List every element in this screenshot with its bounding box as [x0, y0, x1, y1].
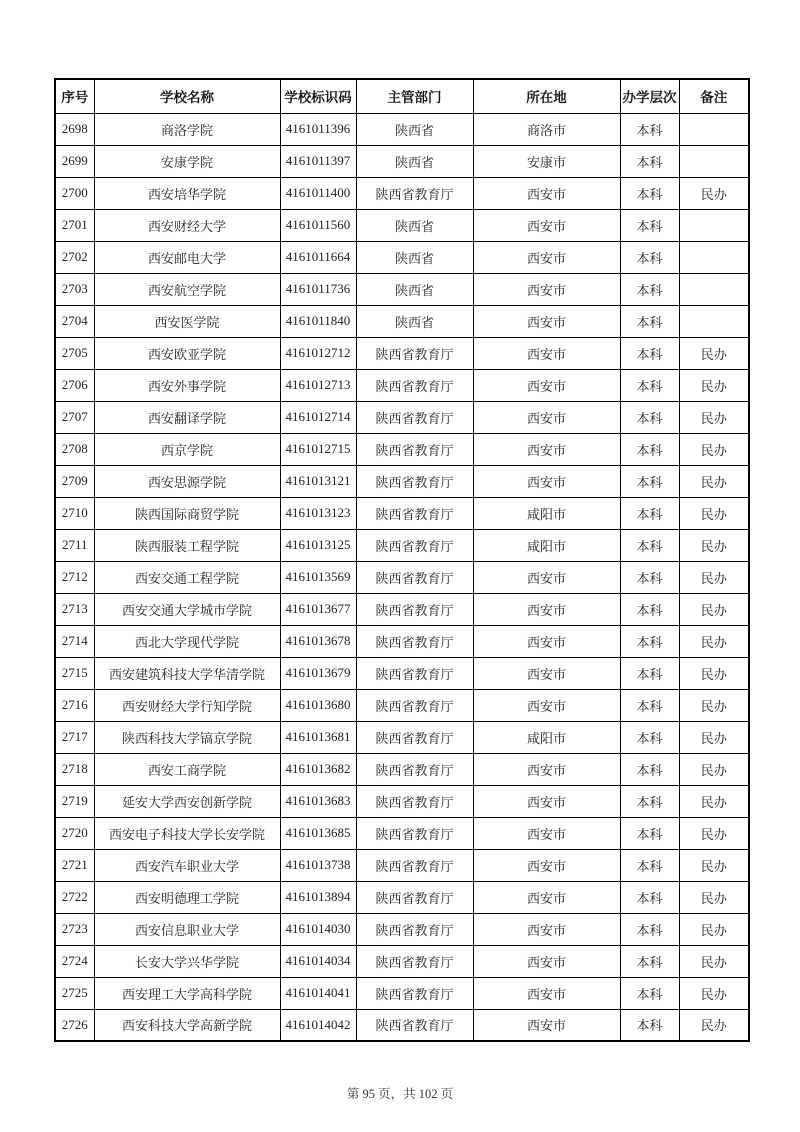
cell: 本科 — [620, 561, 679, 593]
cell: 4161013894 — [280, 881, 356, 913]
cell: 4161012714 — [280, 401, 356, 433]
cell: 西安市 — [473, 977, 620, 1009]
table-row — [55, 753, 749, 785]
cell: 4161013677 — [280, 593, 356, 625]
cell: 西安工商学院 — [94, 753, 280, 785]
cell: 本科 — [620, 881, 679, 913]
cell: 民办 — [679, 1009, 749, 1041]
cell: 陕西省教育厅 — [356, 177, 473, 209]
cell: 2718 — [55, 753, 94, 785]
table-row — [55, 529, 749, 561]
cell: 西安航空学院 — [94, 273, 280, 305]
page-number-footer: 第 95 页，共 102 页 — [346, 1087, 454, 1101]
cell: 陕西省教育厅 — [356, 529, 473, 561]
cell: 西北大学现代学院 — [94, 625, 280, 657]
cell: 2726 — [55, 1009, 94, 1041]
cell: 西安市 — [473, 401, 620, 433]
cell: 4161013685 — [280, 817, 356, 849]
cell: 陕西省教育厅 — [356, 753, 473, 785]
table-row — [55, 209, 749, 241]
cell: 本科 — [620, 305, 679, 337]
cell: 陕西省教育厅 — [356, 977, 473, 1009]
cell: 本科 — [620, 849, 679, 881]
cell: 商洛学院 — [94, 113, 280, 145]
cell: 陕西省教育厅 — [356, 465, 473, 497]
cell: 本科 — [620, 913, 679, 945]
cell: 本科 — [620, 465, 679, 497]
cell: 2709 — [55, 465, 94, 497]
cell: 民办 — [679, 401, 749, 433]
cell: 西安市 — [473, 305, 620, 337]
cell: 4161011396 — [280, 113, 356, 145]
cell: 西安市 — [473, 913, 620, 945]
cell: 4161013569 — [280, 561, 356, 593]
cell: 民办 — [679, 433, 749, 465]
cell: 西安市 — [473, 945, 620, 977]
table-row — [55, 561, 749, 593]
cell: 本科 — [620, 977, 679, 1009]
cell: 民办 — [679, 977, 749, 1009]
cell: 西安信息职业大学 — [94, 913, 280, 945]
cell: 长安大学兴华学院 — [94, 945, 280, 977]
cell: 陕西省 — [356, 305, 473, 337]
cell: 本科 — [620, 401, 679, 433]
cell: 2710 — [55, 497, 94, 529]
cell: 陕西省教育厅 — [356, 593, 473, 625]
cell: 民办 — [679, 913, 749, 945]
cell: 商洛市 — [473, 113, 620, 145]
cell: 4161013680 — [280, 689, 356, 721]
cell: 民办 — [679, 945, 749, 977]
cell: 民办 — [679, 881, 749, 913]
cell: 西安市 — [473, 433, 620, 465]
cell: 西安医学院 — [94, 305, 280, 337]
cell: 西安欧亚学院 — [94, 337, 280, 369]
cell: 本科 — [620, 241, 679, 273]
table-header — [55, 79, 749, 113]
cell: 民办 — [679, 753, 749, 785]
cell: 陕西省 — [356, 209, 473, 241]
cell: 2716 — [55, 689, 94, 721]
cell: 陕西省 — [356, 241, 473, 273]
cell: 本科 — [620, 497, 679, 529]
column-header-1: 学校名称 — [94, 79, 280, 113]
cell: 本科 — [620, 689, 679, 721]
table-row — [55, 497, 749, 529]
cell: 4161011397 — [280, 145, 356, 177]
cell: 西安汽车职业大学 — [94, 849, 280, 881]
cell: 民办 — [679, 337, 749, 369]
cell: 西安市 — [473, 785, 620, 817]
column-header-4: 所在地 — [473, 79, 620, 113]
cell: 民办 — [679, 561, 749, 593]
cell: 本科 — [620, 593, 679, 625]
cell: 4161012712 — [280, 337, 356, 369]
cell: 4161013125 — [280, 529, 356, 561]
cell: 陕西省教育厅 — [356, 721, 473, 753]
cell: 民办 — [679, 177, 749, 209]
table-row — [55, 465, 749, 497]
cell: 民办 — [679, 369, 749, 401]
cell: 西安市 — [473, 561, 620, 593]
cell: 本科 — [620, 145, 679, 177]
cell: 4161014042 — [280, 1009, 356, 1041]
cell: 本科 — [620, 369, 679, 401]
cell: 陕西省教育厅 — [356, 945, 473, 977]
cell: 本科 — [620, 433, 679, 465]
cell: 陕西省 — [356, 113, 473, 145]
cell: 西安翻译学院 — [94, 401, 280, 433]
cell: 民办 — [679, 721, 749, 753]
cell: 4161011560 — [280, 209, 356, 241]
cell: 2704 — [55, 305, 94, 337]
cell: 民办 — [679, 625, 749, 657]
cell: 2703 — [55, 273, 94, 305]
cell: 本科 — [620, 817, 679, 849]
table-row — [55, 625, 749, 657]
table-row — [55, 881, 749, 913]
cell: 4161013681 — [280, 721, 356, 753]
cell: 西安市 — [473, 689, 620, 721]
table-row — [55, 433, 749, 465]
cell: 4161011664 — [280, 241, 356, 273]
table-row — [55, 369, 749, 401]
table-row — [55, 593, 749, 625]
cell: 2706 — [55, 369, 94, 401]
cell: 2722 — [55, 881, 94, 913]
cell: 咸阳市 — [473, 721, 620, 753]
cell: 西安市 — [473, 337, 620, 369]
cell: 2701 — [55, 209, 94, 241]
table-row — [55, 721, 749, 753]
cell: 陕西省教育厅 — [356, 369, 473, 401]
cell: 西安市 — [473, 273, 620, 305]
cell: 4161014034 — [280, 945, 356, 977]
cell: 西安市 — [473, 849, 620, 881]
cell: 陕西省教育厅 — [356, 337, 473, 369]
table-row — [55, 689, 749, 721]
cell: 2724 — [55, 945, 94, 977]
cell: 西京学院 — [94, 433, 280, 465]
cell: 西安财经大学行知学院 — [94, 689, 280, 721]
cell: 西安市 — [473, 209, 620, 241]
cell: 西安市 — [473, 177, 620, 209]
cell: 2723 — [55, 913, 94, 945]
cell: 4161014030 — [280, 913, 356, 945]
cell: 本科 — [620, 113, 679, 145]
cell: 西安交通大学城市学院 — [94, 593, 280, 625]
cell — [679, 273, 749, 305]
cell: 咸阳市 — [473, 497, 620, 529]
table-row — [55, 817, 749, 849]
table-row — [55, 1009, 749, 1041]
cell: 陕西省教育厅 — [356, 689, 473, 721]
cell: 4161013121 — [280, 465, 356, 497]
column-header-5: 办学层次 — [620, 79, 679, 113]
cell: 4161013678 — [280, 625, 356, 657]
cell: 本科 — [620, 337, 679, 369]
column-header-6: 备注 — [679, 79, 749, 113]
table-row — [55, 849, 749, 881]
cell: 西安市 — [473, 817, 620, 849]
cell: 西安市 — [473, 1009, 620, 1041]
cell: 2712 — [55, 561, 94, 593]
table-row — [55, 241, 749, 273]
cell: 4161013679 — [280, 657, 356, 689]
cell: 本科 — [620, 273, 679, 305]
cell: 西安市 — [473, 593, 620, 625]
cell: 陕西省教育厅 — [356, 881, 473, 913]
cell: 西安市 — [473, 657, 620, 689]
cell: 2705 — [55, 337, 94, 369]
table-row — [55, 273, 749, 305]
table-row — [55, 305, 749, 337]
cell: 陕西省教育厅 — [356, 1009, 473, 1041]
cell: 本科 — [620, 625, 679, 657]
cell: 西安交通工程学院 — [94, 561, 280, 593]
cell: 西安市 — [473, 625, 620, 657]
column-header-2: 学校标识码 — [280, 79, 356, 113]
cell: 陕西省教育厅 — [356, 561, 473, 593]
table-header-row — [55, 79, 749, 113]
cell: 陕西省教育厅 — [356, 657, 473, 689]
cell: 民办 — [679, 529, 749, 561]
cell: 本科 — [620, 657, 679, 689]
cell: 本科 — [620, 1009, 679, 1041]
cell: 西安市 — [473, 881, 620, 913]
cell: 陕西科技大学镐京学院 — [94, 721, 280, 753]
cell: 陕西省教育厅 — [356, 625, 473, 657]
cell: 2719 — [55, 785, 94, 817]
table-row — [55, 945, 749, 977]
cell: 4161013683 — [280, 785, 356, 817]
table-row — [55, 785, 749, 817]
cell: 西安市 — [473, 369, 620, 401]
cell: 陕西省教育厅 — [356, 497, 473, 529]
cell: 本科 — [620, 529, 679, 561]
cell: 4161013682 — [280, 753, 356, 785]
cell: 咸阳市 — [473, 529, 620, 561]
cell: 2720 — [55, 817, 94, 849]
cell — [679, 209, 749, 241]
cell: 民办 — [679, 785, 749, 817]
cell: 4161011736 — [280, 273, 356, 305]
table-body — [55, 113, 749, 1041]
table-row — [55, 177, 749, 209]
cell: 陕西省教育厅 — [356, 401, 473, 433]
cell: 西安理工大学高科学院 — [94, 977, 280, 1009]
cell — [679, 113, 749, 145]
cell — [679, 241, 749, 273]
schools-table — [54, 78, 750, 1042]
cell: 西安科技大学高新学院 — [94, 1009, 280, 1041]
cell: 本科 — [620, 209, 679, 241]
table-row — [55, 657, 749, 689]
cell — [679, 305, 749, 337]
cell: 2707 — [55, 401, 94, 433]
cell: 民办 — [679, 849, 749, 881]
cell: 2714 — [55, 625, 94, 657]
cell: 民办 — [679, 657, 749, 689]
cell: 民办 — [679, 465, 749, 497]
column-header-3: 主管部门 — [356, 79, 473, 113]
cell: 本科 — [620, 753, 679, 785]
cell: 西安财经大学 — [94, 209, 280, 241]
table-row — [55, 337, 749, 369]
cell — [679, 145, 749, 177]
cell: 陕西省教育厅 — [356, 849, 473, 881]
cell: 西安市 — [473, 241, 620, 273]
cell: 安康市 — [473, 145, 620, 177]
cell: 本科 — [620, 721, 679, 753]
cell: 4161014041 — [280, 977, 356, 1009]
cell: 西安培华学院 — [94, 177, 280, 209]
cell: 西安思源学院 — [94, 465, 280, 497]
cell: 2715 — [55, 657, 94, 689]
cell: 西安市 — [473, 465, 620, 497]
cell: 民办 — [679, 817, 749, 849]
cell: 2711 — [55, 529, 94, 561]
cell: 陕西省 — [356, 145, 473, 177]
cell: 4161013123 — [280, 497, 356, 529]
cell: 2725 — [55, 977, 94, 1009]
cell: 4161011400 — [280, 177, 356, 209]
cell: 本科 — [620, 945, 679, 977]
table-row — [55, 977, 749, 1009]
cell: 本科 — [620, 177, 679, 209]
cell: 陕西省教育厅 — [356, 785, 473, 817]
cell: 2700 — [55, 177, 94, 209]
cell: 西安建筑科技大学华清学院 — [94, 657, 280, 689]
cell: 陕西省 — [356, 273, 473, 305]
cell: 4161012713 — [280, 369, 356, 401]
cell: 4161011840 — [280, 305, 356, 337]
cell: 2717 — [55, 721, 94, 753]
cell: 陕西省教育厅 — [356, 913, 473, 945]
cell: 陕西省教育厅 — [356, 817, 473, 849]
cell: 2699 — [55, 145, 94, 177]
cell: 西安明德理工学院 — [94, 881, 280, 913]
cell: 4161012715 — [280, 433, 356, 465]
cell: 本科 — [620, 785, 679, 817]
cell: 2721 — [55, 849, 94, 881]
column-header-0: 序号 — [55, 79, 94, 113]
cell: 西安电子科技大学长安学院 — [94, 817, 280, 849]
cell: 西安市 — [473, 753, 620, 785]
table-row — [55, 113, 749, 145]
table-row — [55, 913, 749, 945]
cell: 民办 — [679, 689, 749, 721]
table-row — [55, 145, 749, 177]
cell: 民办 — [679, 593, 749, 625]
table-row — [55, 401, 749, 433]
cell: 西安外事学院 — [94, 369, 280, 401]
cell: 4161013738 — [280, 849, 356, 881]
cell: 陕西国际商贸学院 — [94, 497, 280, 529]
cell: 陕西省教育厅 — [356, 433, 473, 465]
cell: 2702 — [55, 241, 94, 273]
cell: 西安邮电大学 — [94, 241, 280, 273]
cell: 2708 — [55, 433, 94, 465]
cell: 安康学院 — [94, 145, 280, 177]
cell: 2698 — [55, 113, 94, 145]
cell: 陕西服装工程学院 — [94, 529, 280, 561]
cell: 民办 — [679, 497, 749, 529]
cell: 延安大学西安创新学院 — [94, 785, 280, 817]
cell: 2713 — [55, 593, 94, 625]
